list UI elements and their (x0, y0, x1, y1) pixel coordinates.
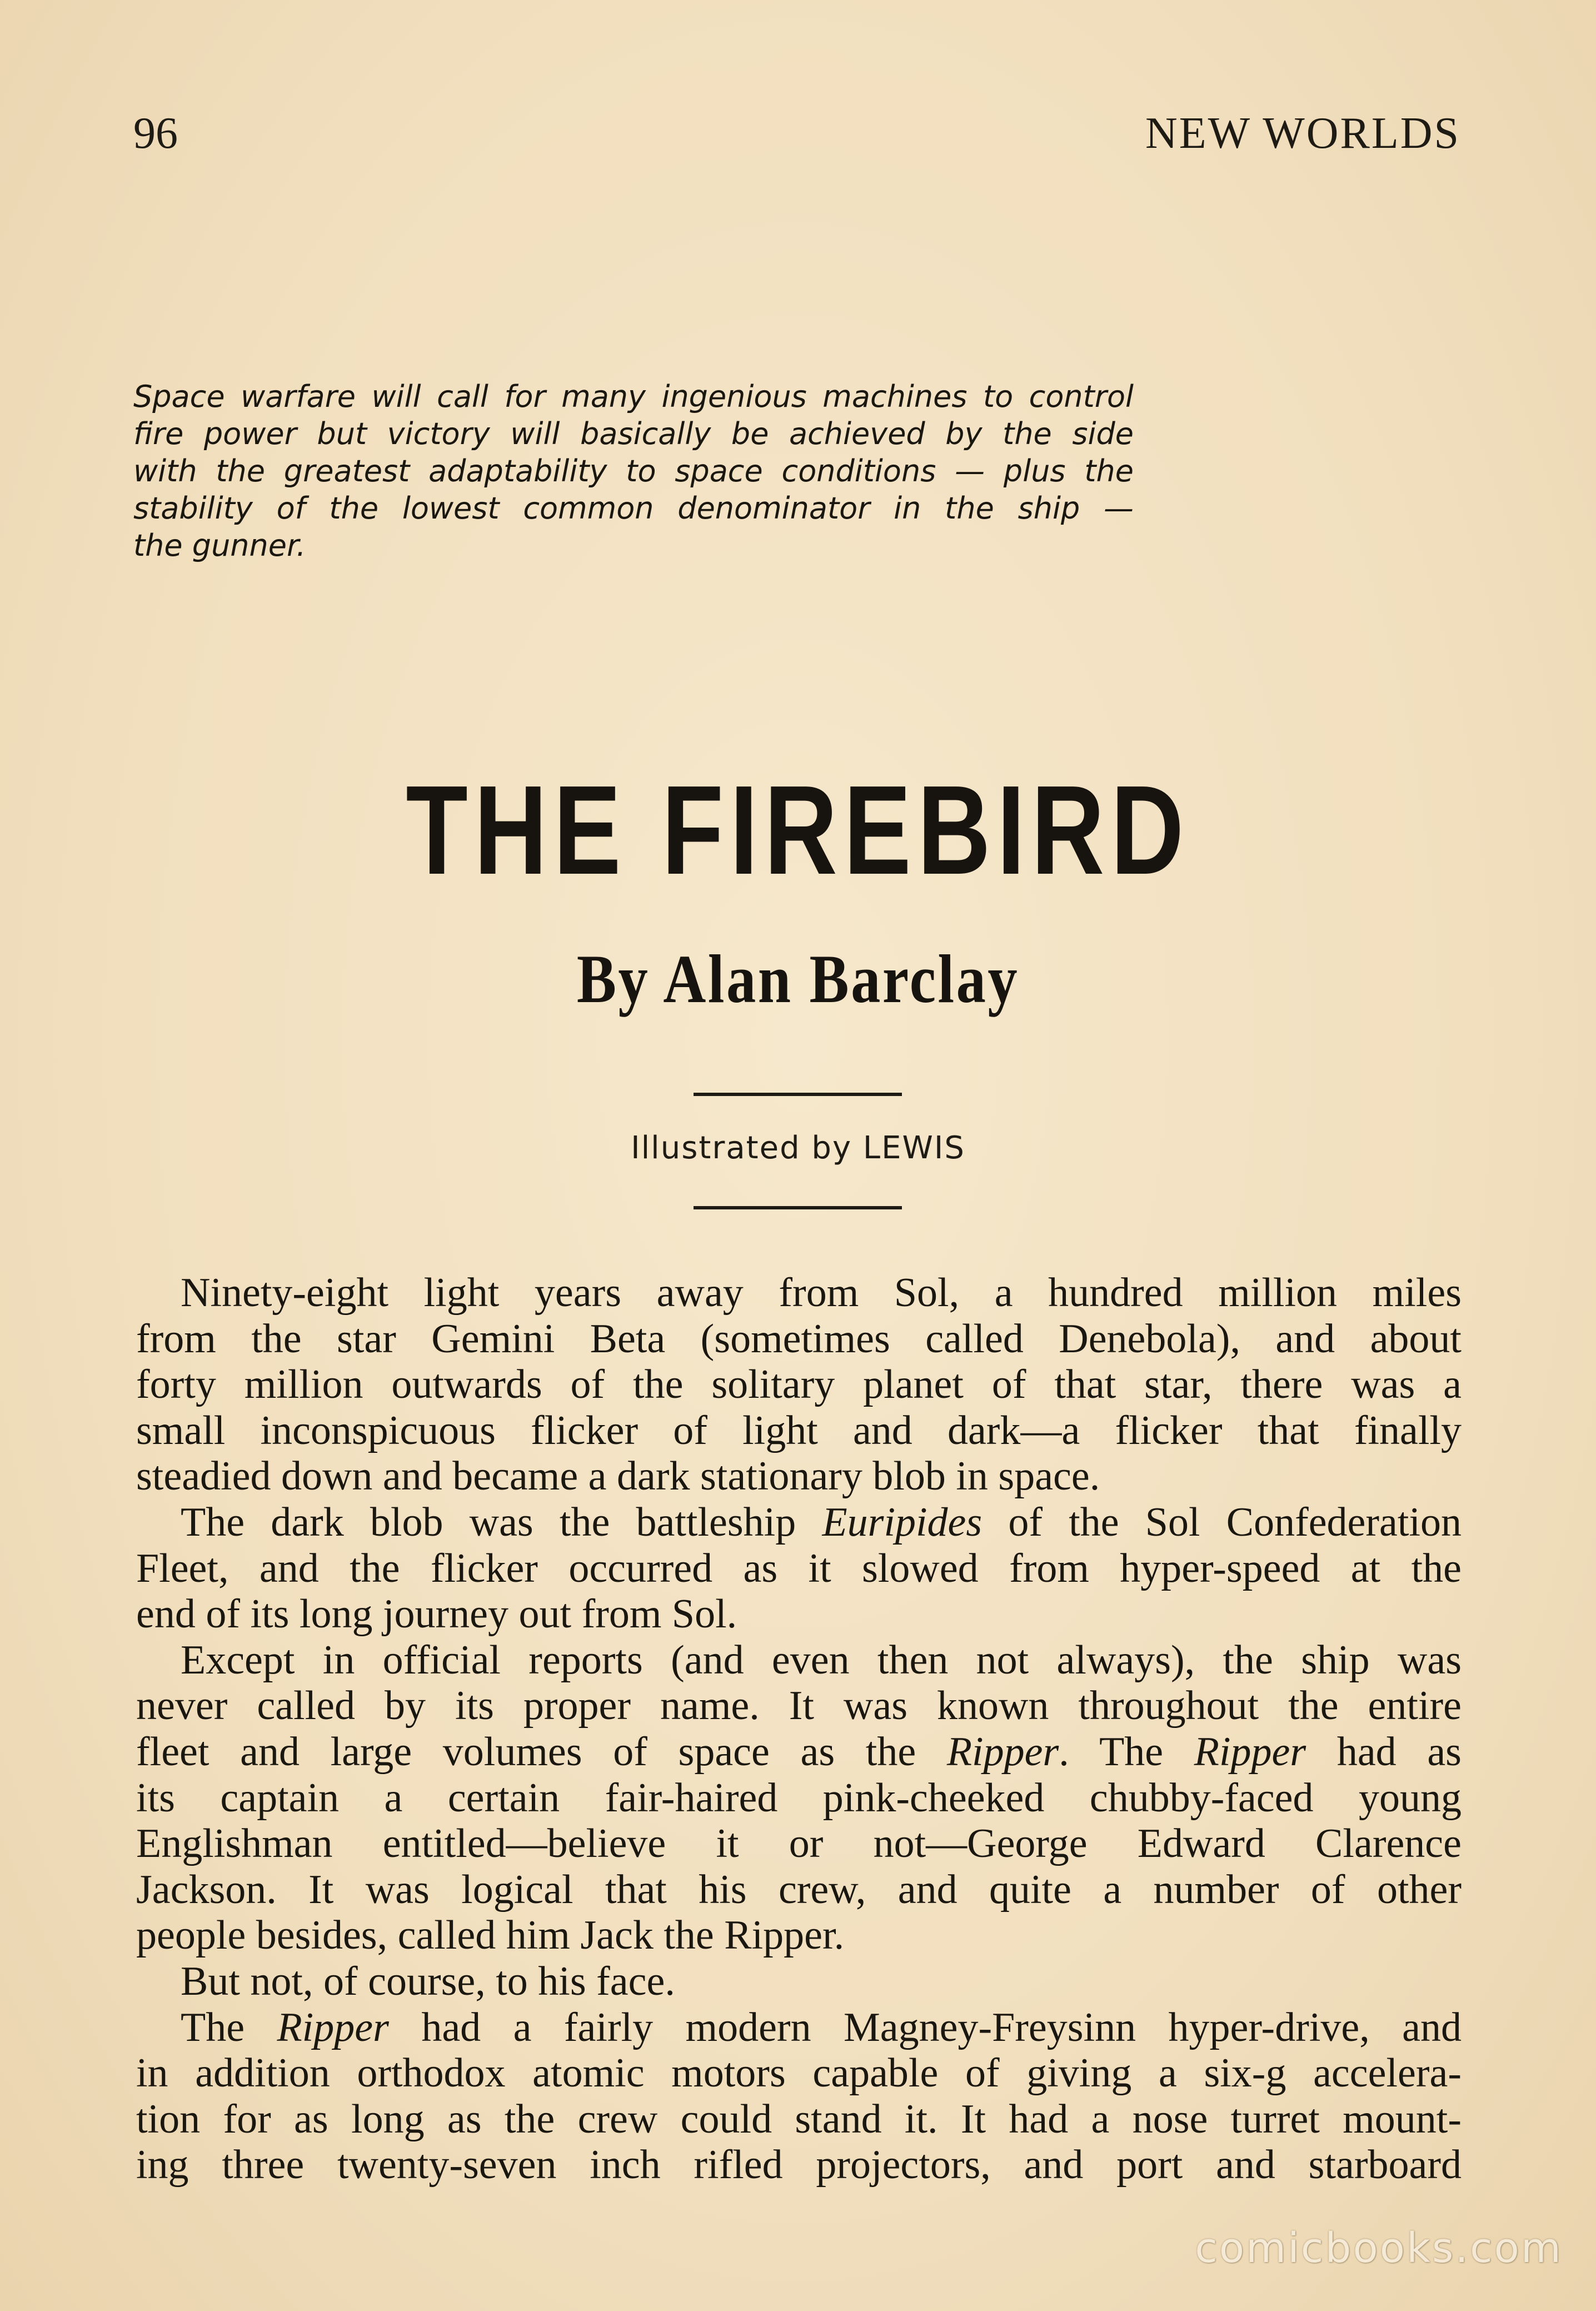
byline: By Alan Barclay (576, 941, 1020, 1017)
body-line (136, 1729, 1462, 1775)
body-line: never called by its proper name. It was known throughout the entire (136, 1683, 1462, 1729)
body-text: . The (1059, 1729, 1194, 1775)
intro-line: fire power but victory will basically be achieved by the side (133, 416, 1134, 451)
story-body (136, 1270, 1462, 2188)
intro-line: with the greatest adaptability to space conditions — plus the (133, 454, 1134, 489)
body-text: The dark blob was the battleship (181, 1499, 822, 1545)
ship-name: Euripides (822, 1499, 982, 1545)
body-line: end of its long journey out from Sol. (136, 1591, 737, 1637)
body-text: of the Sol Confederation (982, 1499, 1462, 1545)
body-line: tion for as long as the crew could stand it. It had a nose turret mount- (136, 2096, 1462, 2142)
ship-name: Ripper (1194, 1729, 1306, 1775)
body-text: The (181, 2004, 277, 2050)
body-text: had a fairly modern Magney-Freysinn hyper-drive, and (388, 2004, 1462, 2050)
body-line: Except in official reports (and even then not always), the ship was (181, 1637, 1462, 1683)
intro-line: stability of the lowest common denominator in the ship — (133, 491, 1134, 526)
body-line: ing three twenty-seven inch rifled projectors, and port and starboard (136, 2142, 1462, 2188)
watermark: comicbooks.com (1195, 2224, 1563, 2272)
story-title: THE FIREBIRD (406, 760, 1190, 901)
body-line: Ninety-eight light years away from Sol, a hundred million miles (181, 1270, 1462, 1316)
illustrator-credit: Illustrated by LEWIS (631, 1130, 965, 1166)
intro-blurb (133, 378, 1134, 564)
body-line: people besides, called him Jack the Ripper. (136, 1912, 845, 1959)
body-text: had as (1306, 1729, 1462, 1775)
body-line: Englishman entitled—believe it or not—George Edward Clarence (136, 1821, 1462, 1867)
body-line: small inconspicuous flicker of light and dark—a flicker that finally (136, 1407, 1462, 1453)
ship-name: Ripper (946, 1729, 1059, 1775)
ship-name: Ripper (277, 2004, 389, 2050)
body-line: Fleet, and the flicker occurred as it slowed from hyper-speed at the (136, 1545, 1462, 1591)
body-line: in addition orthodox atomic motors capable of giving a six-g accelera- (136, 2050, 1462, 2096)
body-line: its captain a certain fair-haired pink-cheeked chubby-faced young (136, 1775, 1462, 1821)
body-line (136, 1500, 1462, 1546)
body-text: fleet and large volumes of space as the (136, 1729, 947, 1775)
intro-line: Space warfare will call for many ingenious machines to control (133, 379, 1134, 414)
divider-rule (694, 1206, 902, 1209)
body-line: But not, of course, to his face. (181, 1958, 675, 2004)
body-line: from the star Gemini Beta (sometimes called Denebola), and about (136, 1316, 1462, 1362)
divider-rule (694, 1093, 902, 1096)
body-line: Jackson. It was logical that his crew, and quite a number of other (136, 1866, 1462, 1912)
intro-line: the gunner. (133, 528, 306, 563)
body-line (136, 2005, 1462, 2051)
body-line: forty million outwards of the solitary planet of that star, there was a (136, 1362, 1462, 1408)
body-line: steadied down and became a dark stationary blob in space. (136, 1453, 1100, 1500)
magazine-title: NEW WORLDS (1145, 109, 1460, 158)
page-number: 96 (133, 109, 178, 158)
